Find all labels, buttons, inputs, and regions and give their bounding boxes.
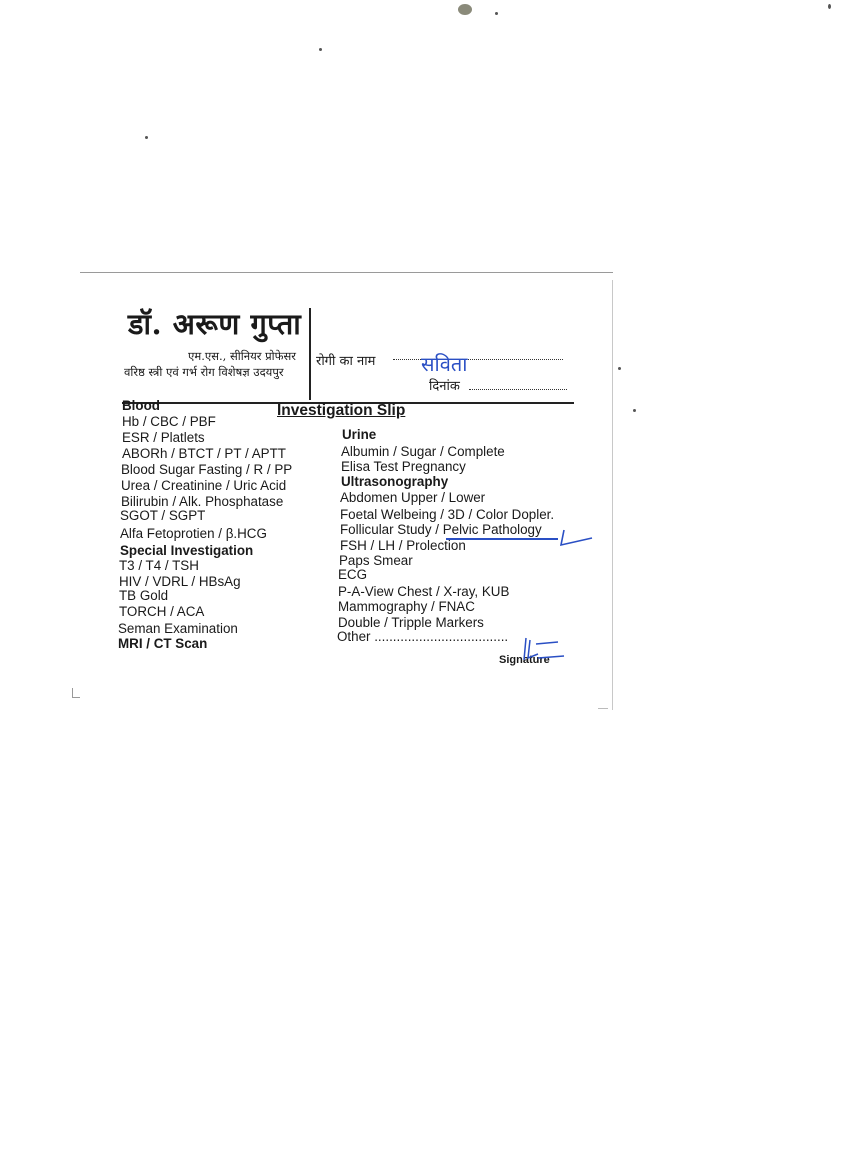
scan-speck bbox=[495, 12, 498, 15]
ultrasonography-heading: Ultrasonography bbox=[341, 474, 449, 489]
blood-item: Urea / Creatinine / Uric Acid bbox=[121, 478, 287, 493]
signature-scribble bbox=[516, 634, 566, 666]
other-item: P-A-View Chest / X-ray, KUB bbox=[338, 584, 510, 599]
scan-speck bbox=[828, 4, 831, 9]
doctor-name: डॉ. अरूण गुप्ता bbox=[128, 307, 302, 341]
blood-item: SGOT / SGPT bbox=[120, 508, 206, 523]
scan-speck bbox=[633, 409, 636, 412]
blood-item: ESR / Platlets bbox=[122, 430, 205, 445]
scan-speck bbox=[319, 48, 322, 51]
other-item: Double / Tripple Markers bbox=[338, 615, 484, 630]
patient-name-label: रोगी का नाम bbox=[316, 354, 376, 369]
slip-right-edge bbox=[612, 280, 613, 710]
urine-item: Elisa Test Pregnancy bbox=[341, 459, 466, 474]
signature-label: Signature bbox=[499, 654, 550, 666]
doctor-specialty: वरिष्ठ स्त्री एवं गर्भ रोग विशेषज्ञ उदयपुर bbox=[124, 365, 284, 379]
scan-speck bbox=[618, 367, 621, 370]
special-item: TB Gold bbox=[119, 588, 169, 603]
scan-corner-mark bbox=[72, 697, 80, 698]
patient-name-value: सविता bbox=[421, 352, 468, 376]
scan-speck bbox=[145, 136, 148, 139]
usg-item: Foetal Welbeing / 3D / Color Dopler. bbox=[340, 507, 555, 522]
blood-item: Blood Sugar Fasting / R / PP bbox=[121, 462, 293, 477]
investigation-slip bbox=[80, 272, 613, 710]
usg-item: Abdomen Upper / Lower bbox=[340, 490, 486, 505]
other-item: FSH / LH / Prolection bbox=[340, 538, 466, 553]
blood-heading: Blood bbox=[122, 398, 160, 413]
patient-name-line bbox=[393, 359, 563, 360]
urine-heading: Urine bbox=[342, 427, 377, 442]
other-item: Paps Smear bbox=[339, 553, 413, 568]
pen-tick-mark bbox=[558, 528, 594, 548]
blood-item: Alfa Fetoprotien / β.HCG bbox=[120, 526, 267, 541]
slip-top-edge bbox=[80, 272, 613, 273]
blood-item: ABORh / BTCT / PT / APTT bbox=[122, 446, 286, 461]
special-item: T3 / T4 / TSH bbox=[119, 558, 199, 573]
date-label: दिनांक bbox=[429, 379, 460, 394]
date-line bbox=[469, 389, 567, 390]
scan-edge-mark bbox=[598, 708, 608, 709]
special-item: TORCH / ACA bbox=[119, 604, 205, 619]
mri-ct-heading: MRI / CT Scan bbox=[118, 636, 208, 651]
follicular-prefix: Follicular Study / bbox=[340, 522, 443, 537]
pelvic-pathology-marked: Pelvic Pathology bbox=[442, 522, 542, 537]
special-item: HIV / VDRL / HBsAg bbox=[119, 574, 241, 589]
other-item: ECG bbox=[338, 567, 368, 582]
blood-item: Hb / CBC / PBF bbox=[122, 414, 216, 429]
special-investigation-heading: Special Investigation bbox=[120, 543, 254, 558]
other-line: Other .................................... bbox=[337, 629, 509, 644]
follicular-study-row bbox=[340, 522, 542, 538]
slip-title: Investigation Slip bbox=[277, 402, 406, 419]
blood-item: Bilirubin / Alk. Phosphatase bbox=[121, 494, 284, 509]
special-item: Seman Examination bbox=[118, 621, 238, 636]
doctor-degree: एम.एस., सीनियर प्रोफेसर bbox=[188, 349, 296, 363]
urine-item: Albumin / Sugar / Complete bbox=[341, 444, 505, 459]
header-divider-vertical bbox=[309, 308, 311, 400]
scan-speck bbox=[458, 4, 472, 15]
other-item: Mammography / FNAC bbox=[338, 599, 475, 614]
